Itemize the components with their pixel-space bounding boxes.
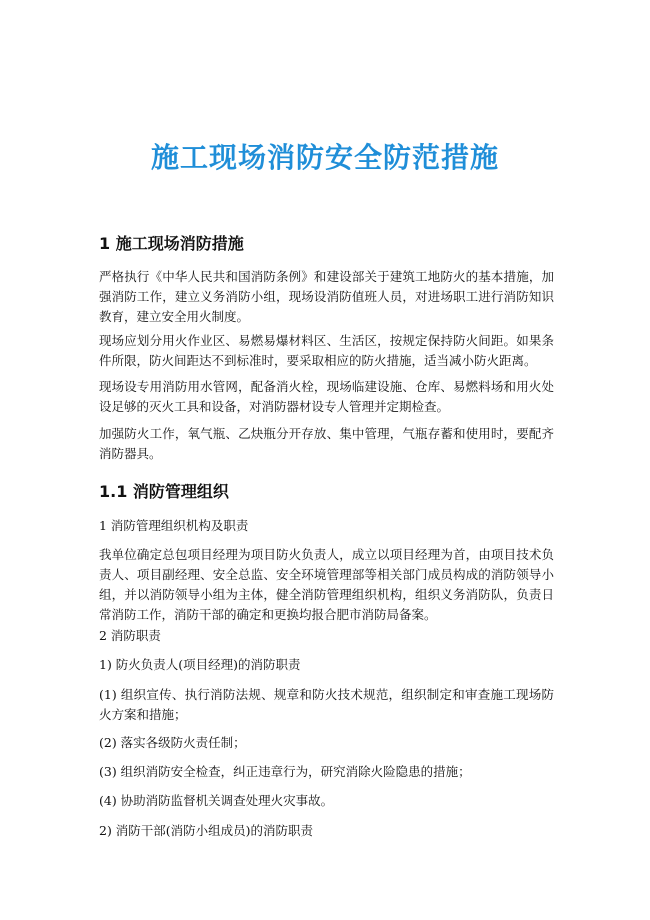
document-title: 施工现场消防安全防范措施: [150, 141, 499, 174]
paragraph-fire-regulations: 严格执行《中华人民共和国消防条例》和建设部关于建筑工地防火的基本措施，加强消防工作，建立义务消防小组，现场设消防值班人员，对进场职工进行消防知识教育，建立安全用火制度。: [99, 269, 554, 324]
list-item-duty-1: (1) 组织宣传、执行消防法规、规章和防火技术规范，组织制定和审查施工现场防火方案和措施；: [99, 687, 554, 722]
paragraph-org-structure: 我单位确定总包项目经理为项目防火负责人，成立以项目经理为首，由项目技术负责人、项目副经理、安全总监、安全环境管理部等相关部门成员构成的消防领导小组，并以消防领导小组为主体，健全消防管理组织机构，组织义务消防队，负责日常消防工作，消防干部的确定和更换均报合肥市消防局备案。: [99, 547, 554, 622]
subheading-fire-duties: 2 消防职责: [99, 628, 161, 643]
list-item-cadre-duties: 2) 消防干部(消防小组成员)的消防职责: [99, 823, 314, 838]
paragraph-zoning: 现场应划分用火作业区、易燃易爆材料区、生活区，按规定保持防火间距。如果条件所限，防火间距达不到标准时，要采取相应的防火措施，适当减小防火距离。: [99, 333, 554, 368]
paragraph-water-network: 现场设专用消防用水管网，配备消火栓，现场临建设施、仓库、易燃料场和用火处设足够的灭火工具和设备，对消防器材设专人管理并定期检查。: [99, 379, 554, 414]
list-item-duty-2: (2) 落实各级防火责任制；: [99, 735, 246, 750]
list-item-manager-duties: 1) 防火负责人(项目经理)的消防职责: [99, 657, 301, 672]
section-heading-fire-measures: 1 施工现场消防措施: [99, 234, 244, 253]
section-heading-fire-organization: 1.1 消防管理组织: [99, 482, 229, 501]
subheading-org-structure: 1 消防管理组织机构及职责: [99, 518, 249, 533]
paragraph-gas-cylinders: 加强防火工作，氧气瓶、乙炔瓶分开存放、集中管理，气瓶存蓄和使用时，要配齐消防器具。: [99, 426, 554, 461]
list-item-duty-4: (4) 协助消防监督机关调查处理火灾事故。: [99, 793, 334, 808]
list-item-duty-3: (3) 组织消防安全检查，纠正违章行为，研究消除火险隐患的措施；: [99, 764, 471, 779]
